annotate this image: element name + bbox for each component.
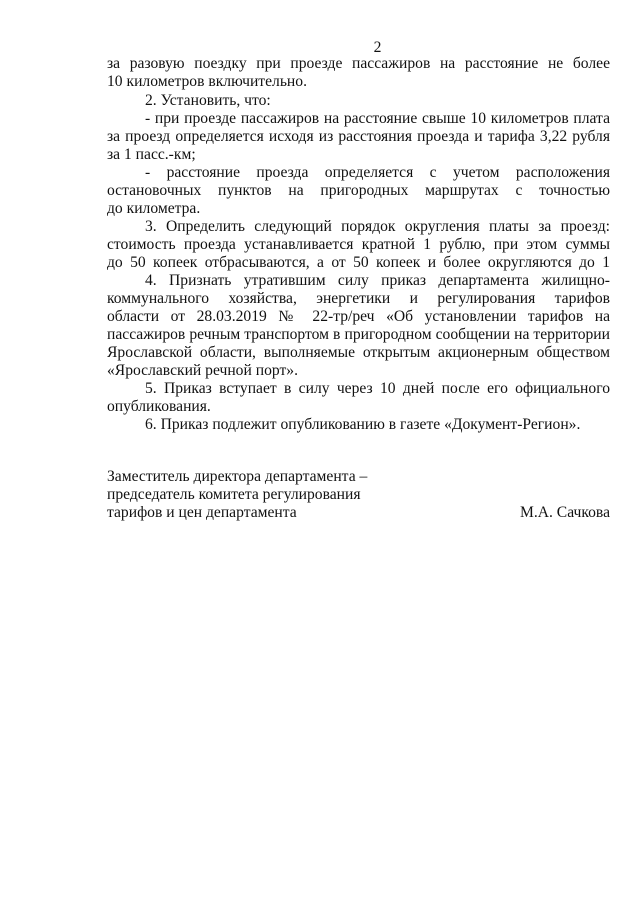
body-line: - при проезде пассажиров на расстояние свыше 10 километров плата bbox=[145, 110, 610, 127]
page-number: 2 bbox=[373, 39, 382, 56]
signature-position-line: тарифов и цен департамента bbox=[107, 504, 297, 521]
signature-position-line: Заместитель директора департамента – bbox=[107, 468, 368, 485]
signatory-name: М.А. Сачкова bbox=[519, 504, 610, 521]
signature-position-line: председатель комитета регулирования bbox=[107, 486, 361, 503]
body-line: 4. Признать утратившим силу приказ департамента жилищно- bbox=[145, 272, 610, 289]
body-line: 5. Приказ вступает в силу через 10 дней после его официального bbox=[145, 380, 610, 397]
body-line: «Ярославский речной порт». bbox=[107, 362, 298, 379]
body-line: пассажиров речным транспортом в пригородном сообщении на территории bbox=[107, 326, 610, 343]
body-line: области от 28.03.2019 № 22-тр/реч «Об установлении тарифов на bbox=[107, 308, 610, 325]
body-line: - расстояние проезда определяется с учетом расположения bbox=[145, 164, 610, 181]
body-line: стоимость проезда устанавливается кратной 1 рублю, при этом суммы bbox=[107, 236, 610, 253]
body-line: Ярославской области, выполняемые открытым акционерным обществом bbox=[107, 344, 610, 361]
body-line: 10 километров включительно. bbox=[107, 73, 307, 90]
body-line: за 1 пасс.-км; bbox=[107, 146, 196, 163]
body-line: за проезд определяется исходя из расстояния проезда и тарифа 3,22 рубля bbox=[107, 128, 610, 145]
body-line: за разовую поездку при проезде пассажиров на расстояние не более bbox=[107, 55, 610, 72]
body-line: до 50 копеек отбрасываются, а от 50 копеек и более округляются до 1 bbox=[107, 254, 610, 271]
body-line: коммунального хозяйства, энергетики и регулирования тарифов bbox=[107, 290, 610, 307]
body-line: 3. Определить следующий порядок округления платы за проезд: bbox=[145, 218, 610, 235]
body-line: остановочных пунктов на пригородных маршрутах с точностью bbox=[107, 182, 610, 199]
body-line: 6. Приказ подлежит опубликованию в газете «Документ-Регион». bbox=[145, 416, 581, 433]
body-line: опубликования. bbox=[107, 398, 211, 415]
body-line: 2. Установить, что: bbox=[145, 92, 271, 109]
body-line: до километра. bbox=[107, 200, 201, 217]
